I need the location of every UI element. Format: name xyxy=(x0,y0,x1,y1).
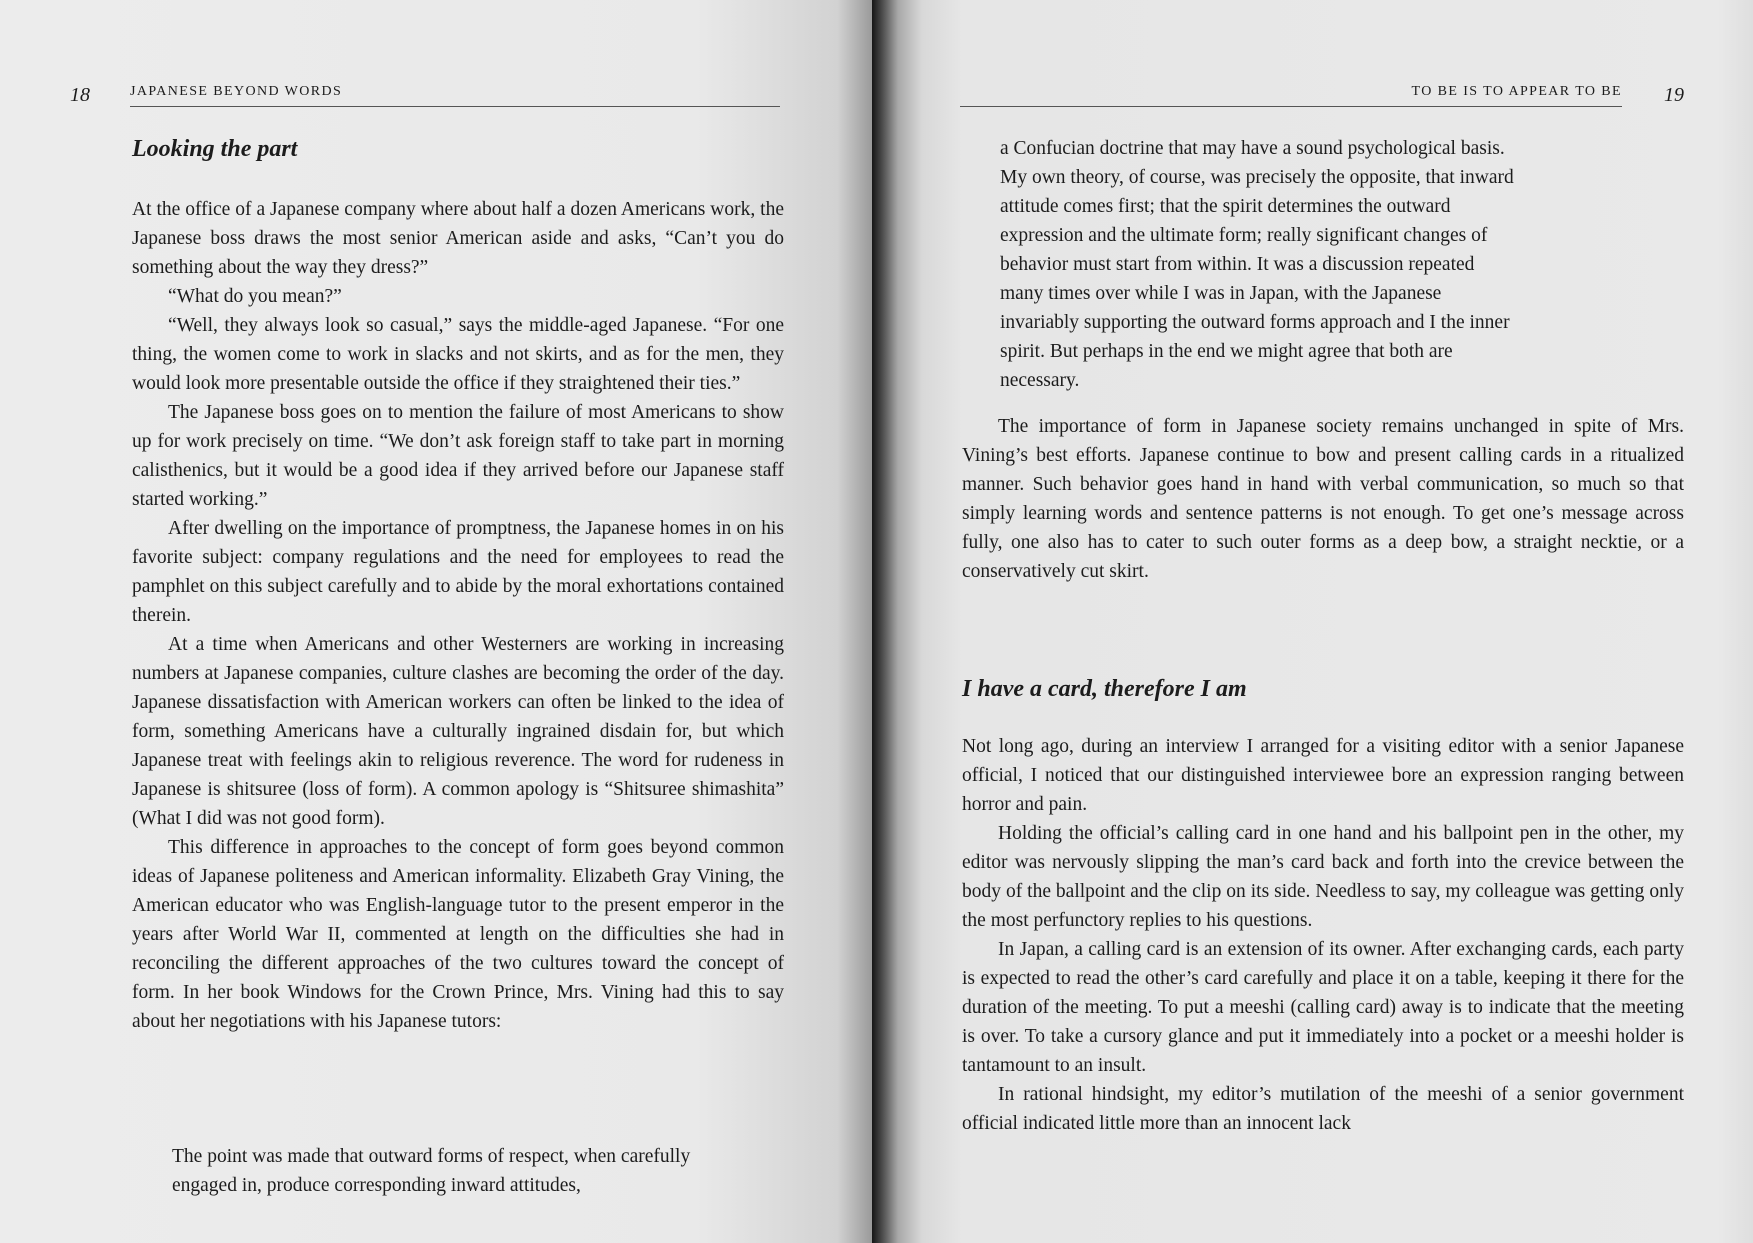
paragraph: The Japanese boss goes on to mention the failure of most Americans to show up for work precisely on time. “We don’t ask foreign staff to take part in morning calisthenics, but it would be a good idea if they arrived before our Japanese staff started working.” xyxy=(132,402,784,510)
page-number: 19 xyxy=(1664,84,1684,106)
left-page xyxy=(0,0,872,1243)
body-text xyxy=(132,195,784,1036)
block-quote-continued: a Confucian doctrine that may have a sound psychological basis. My own theory, of course, was precisely the opposite, that inward attitude comes first; that the spirit determines the outward expression and the ultimate form; really significant changes of behavior must start from within. It was a discussion repeated many times over while I was in Japan, with the Japanese invariably supporting the outward forms approach and I the inner spirit. But perhaps in the end we might agree that both are necessary. xyxy=(1000,138,1514,391)
paragraph: Holding the official’s calling card in one hand and his ballpoint pen in the other, my editor was nervously slipping the man’s card back and forth into the crevice between the body of the ballpoint and the clip on its side. Needless to say, my colleague was getting only the most perfunctory replies to his questions. xyxy=(962,823,1684,931)
body-text xyxy=(962,412,1684,586)
paragraph: “Well, they always look so casual,” says the middle-aged Japanese. “For one thing, the women come to work in slacks and not skirts, and as for the men, they would look more presentable outside the office if they straightened their ties.” xyxy=(132,315,784,394)
paragraph: In rational hindsight, my editor’s mutilation of the meeshi of a senior government official indicated little more than an innocent lack xyxy=(962,1084,1684,1134)
paragraph: “What do you mean?” xyxy=(168,286,342,307)
section-title: I have a card, therefore I am xyxy=(962,676,1247,702)
body-text xyxy=(962,732,1684,1138)
page-number: 18 xyxy=(70,84,90,106)
paragraph: At the office of a Japanese company where about half a dozen Americans work, the Japanese boss draws the most senior American aside and asks, “Can’t you do something about the way they dress?” xyxy=(132,199,784,278)
running-header: TO BE IS TO APPEAR TO BE xyxy=(960,84,1622,107)
paragraph: After dwelling on the importance of promptness, the Japanese homes in on his favorite subject: company regulations and the need for employees to read the pamphlet on this subject carefully and to abide by the moral exhortations contained therein. xyxy=(132,518,784,626)
paragraph: The importance of form in Japanese society remains unchanged in spite of Mrs. Vining’s best efforts. Japanese continue to bow and present calling cards in a ritualized manner. Such behavior goes hand in hand with verbal communication, so much so that simply learning words and sentence patterns is not enough. To get one’s message across fully, one also has to cater to such outer forms as a deep bow, a straight necktie, or a conservatively cut skirt. xyxy=(962,416,1684,582)
running-header: JAPANESE BEYOND WORDS xyxy=(130,84,780,107)
right-page xyxy=(872,0,1753,1243)
paragraph: In Japan, a calling card is an extension of its owner. After exchanging cards, each party is expected to read the other’s card carefully and place it on a table, keeping it there for the duration of the meeting. To put a meeshi (calling card) away is to indicate that the meeting is over. To take a cursory glance and put it immediately into a pocket or a meeshi holder is tantamount to an insult. xyxy=(962,939,1684,1076)
paragraph: Not long ago, during an interview I arranged for a visiting editor with a senior Japanese official, I noticed that our distinguished interviewee bore an expression ranging between horror and pain. xyxy=(962,736,1684,815)
paragraph: This difference in approaches to the concept of form goes beyond common ideas of Japanese politeness and American informality. Elizabeth Gray Vining, the American educator who was English-language tutor to the present emperor in the years after World War II, commented at length on the difficulties she had in reconciling the different approaches of the two cultures toward the concept of form. In her book Windows for the Crown Prince, Mrs. Vining had this to say about her negotiations with his Japanese tutors: xyxy=(132,837,784,1032)
paragraph: At a time when Americans and other Westerners are working in increasing numbers at Japanese companies, culture clashes are becoming the order of the day. Japanese dissatisfaction with American workers can often be linked to the idea of form, something Americans have a culturally ingrained disdain for, but which Japanese treat with feelings akin to religious reverence. The word for rudeness in Japanese is shitsuree (loss of form). A common apology is “Shitsuree shimashita” (What I did was not good form). xyxy=(132,634,784,829)
section-title: Looking the part xyxy=(132,136,298,162)
block-quote: The point was made that outward forms of respect, when carefully engaged in, produce corresponding inward attitudes, xyxy=(172,1146,691,1196)
